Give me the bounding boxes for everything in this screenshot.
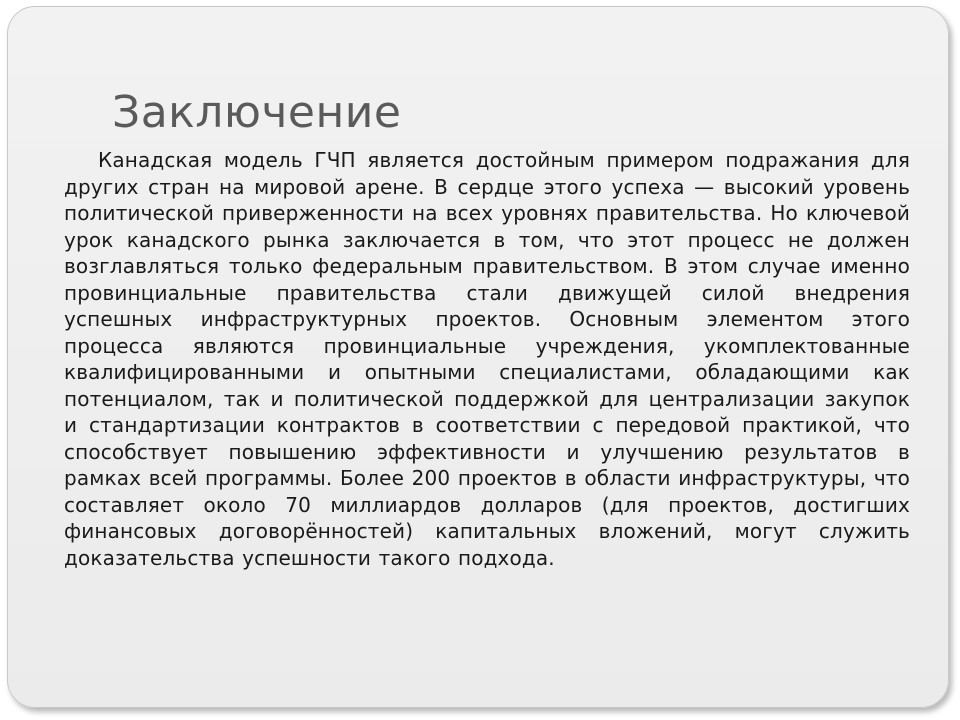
slide-title: Заключение [112, 87, 402, 138]
slide-body-text: Канадская модель ГЧП является достойным примером подражания для других стран на мировой арене. В сердце этого успеха — высокий уровень политической приверженности на всех уровнях правительства. Но ключевой урок канадского рынка заключается в том, что этот процесс не должен возглавляться только федеральным правительством. В этом случае именно провинциальные правительства стали движущей силой внедрения успешных инфраструктурных проектов. Основным элементом этого процесса являются провинциальные учреждения, укомплектованные квалифицированными и опытными специалистами, обладающими как потенциалом, так и политической поддержкой для централизации закупок и стандартизации контрактов в соответствии с передовой практикой, что способствует повышению эффективности и улучшению результатов в рамках всей программы. Более 200 проектов в области инфраструктуры, что составляет около 70 миллиардов долларов (для проектов, достигших финансовых договорённостей) капитальных вложений, могут служить доказательства успешности такого подхода. [64, 148, 910, 570]
slide-frame [7, 6, 949, 708]
